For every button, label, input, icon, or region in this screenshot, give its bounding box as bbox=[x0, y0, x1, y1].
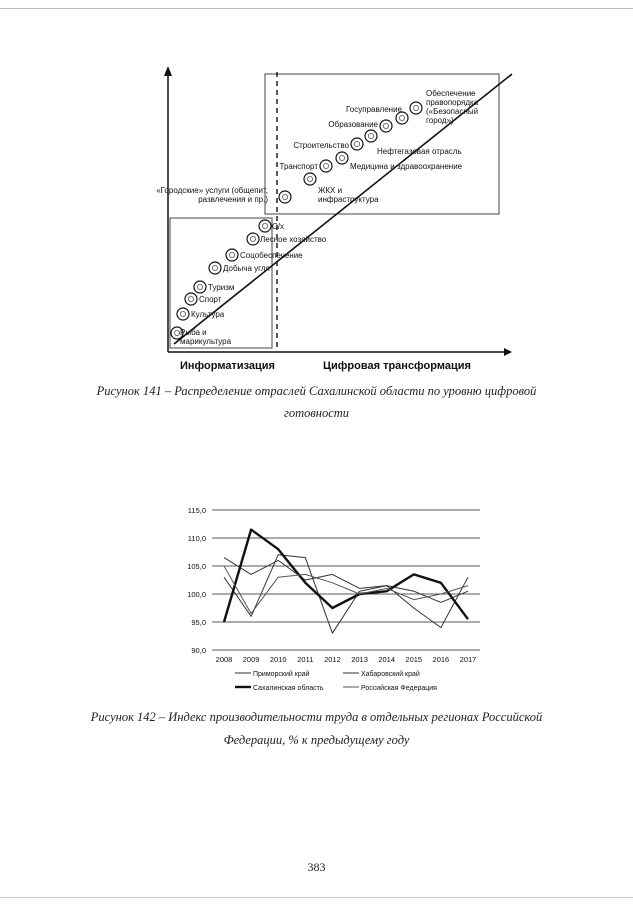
sector-marker bbox=[259, 220, 271, 232]
sector-marker bbox=[279, 191, 291, 203]
sector-node bbox=[226, 249, 303, 261]
sector-node bbox=[259, 220, 284, 232]
x-tick-label: 2015 bbox=[405, 655, 423, 664]
sector-label: Транспорт bbox=[279, 162, 318, 171]
x-tick-label: 2014 bbox=[378, 655, 396, 664]
y-tick-label: 90,0 bbox=[191, 646, 206, 655]
sector-label: Медицина и здравоохранение bbox=[350, 162, 463, 171]
sector-node bbox=[177, 308, 225, 320]
sector-marker bbox=[320, 160, 332, 172]
sector-node bbox=[194, 281, 234, 293]
sector-marker bbox=[304, 173, 316, 185]
informatization-label: Информатизация bbox=[180, 360, 275, 372]
legend-item bbox=[343, 684, 437, 692]
page-number: 383 bbox=[307, 860, 326, 874]
sector-node bbox=[365, 130, 462, 156]
sector-label: Госуправление bbox=[346, 105, 402, 114]
x-tick-label: 2008 bbox=[215, 655, 233, 664]
legend-item bbox=[343, 670, 420, 678]
sector-label: Строительство bbox=[293, 141, 349, 150]
y-tick-label: 100,0 bbox=[187, 590, 206, 599]
sector-node bbox=[156, 186, 291, 204]
sector-label: Нефтегазовая отрасль bbox=[377, 147, 462, 156]
chart-series bbox=[224, 530, 468, 634]
page-top-rule bbox=[0, 8, 633, 9]
y-tick-label: 105,0 bbox=[187, 562, 206, 571]
sector-marker bbox=[185, 293, 197, 305]
x-tick-label: 2011 bbox=[297, 655, 314, 664]
sector-label: С/х bbox=[272, 222, 284, 231]
x-tick-label: 2016 bbox=[432, 655, 450, 664]
sector-node bbox=[171, 327, 232, 346]
sector-marker bbox=[380, 120, 392, 132]
sector-label: Культура bbox=[191, 310, 225, 319]
sector-marker bbox=[177, 308, 189, 320]
legend-label: Хабаровский край bbox=[361, 671, 420, 678]
sector-label: ЖКХ и инфраструктура bbox=[318, 186, 379, 204]
sector-node bbox=[209, 262, 270, 274]
sector-marker bbox=[336, 152, 348, 164]
legend-label: Сахалинская область bbox=[253, 685, 324, 692]
sector-marker bbox=[365, 130, 377, 142]
sector-label: Туризм bbox=[208, 283, 235, 292]
legend-label: Приморский край bbox=[253, 671, 310, 678]
x-tick-label: 2017 bbox=[459, 655, 477, 664]
y-tick-label: 115,0 bbox=[187, 506, 206, 515]
sector-label: «Городские» услуги (общепит, развлечения и пр.) bbox=[156, 186, 268, 204]
sector-node bbox=[185, 293, 222, 305]
chart-legend bbox=[235, 670, 437, 692]
sector-marker bbox=[226, 249, 238, 261]
figure-141-caption-line-1: Рисунок 141 – Распределение отраслей Сахалинской области по уровню цифровой bbox=[96, 384, 537, 398]
legend-label: Российская Федерация bbox=[361, 685, 437, 692]
x-axis-arrow bbox=[504, 348, 512, 356]
sector-marker bbox=[247, 233, 259, 245]
figure-142-caption-line-2: Федерации, % к предыдущему году bbox=[223, 733, 410, 747]
y-tick-label: 110,0 bbox=[187, 534, 206, 543]
y-tick-labels bbox=[187, 506, 206, 655]
x-tick-label: 2009 bbox=[242, 655, 260, 664]
sector-label: Образование bbox=[328, 120, 378, 129]
series-line bbox=[224, 566, 468, 614]
page-bottom-rule bbox=[0, 897, 633, 898]
sector-node bbox=[247, 233, 327, 245]
sector-marker bbox=[194, 281, 206, 293]
sector-label: Лесное хозяйство bbox=[260, 235, 327, 244]
y-axis-arrow bbox=[164, 66, 172, 76]
x-tick-label: 2010 bbox=[269, 655, 287, 664]
sector-readiness-diagram bbox=[150, 62, 530, 380]
sector-label: Соцобеспечение bbox=[240, 251, 303, 260]
sector-node bbox=[410, 89, 479, 125]
legend-item bbox=[235, 670, 310, 678]
sector-marker bbox=[410, 102, 422, 114]
sector-label: Рыба и марикультура bbox=[180, 328, 232, 346]
sector-label: Спорт bbox=[199, 295, 222, 304]
digital-transformation-label: Цифровая трансформация bbox=[323, 360, 471, 372]
sector-label: Добыча угля bbox=[223, 264, 270, 273]
sector-marker bbox=[351, 138, 363, 150]
sector-node bbox=[293, 138, 363, 150]
figure-142-caption-line-1: Рисунок 142 – Индекс производительности труда в отдельных регионах Российской bbox=[90, 710, 543, 724]
x-tick-labels bbox=[216, 655, 477, 664]
sector-node bbox=[328, 120, 392, 132]
x-tick-label: 2012 bbox=[324, 655, 341, 664]
sector-marker bbox=[209, 262, 221, 274]
labor-productivity-chart bbox=[175, 500, 495, 700]
legend-item bbox=[235, 684, 324, 692]
sector-node bbox=[280, 160, 332, 172]
series-line bbox=[224, 530, 468, 622]
sector-label: Обеспечение правопорядка («Безопасный город») bbox=[426, 89, 479, 125]
figure-141-caption-line-2: готовности bbox=[283, 406, 350, 420]
x-tick-label: 2013 bbox=[351, 655, 368, 664]
y-tick-label: 95,0 bbox=[191, 618, 206, 627]
